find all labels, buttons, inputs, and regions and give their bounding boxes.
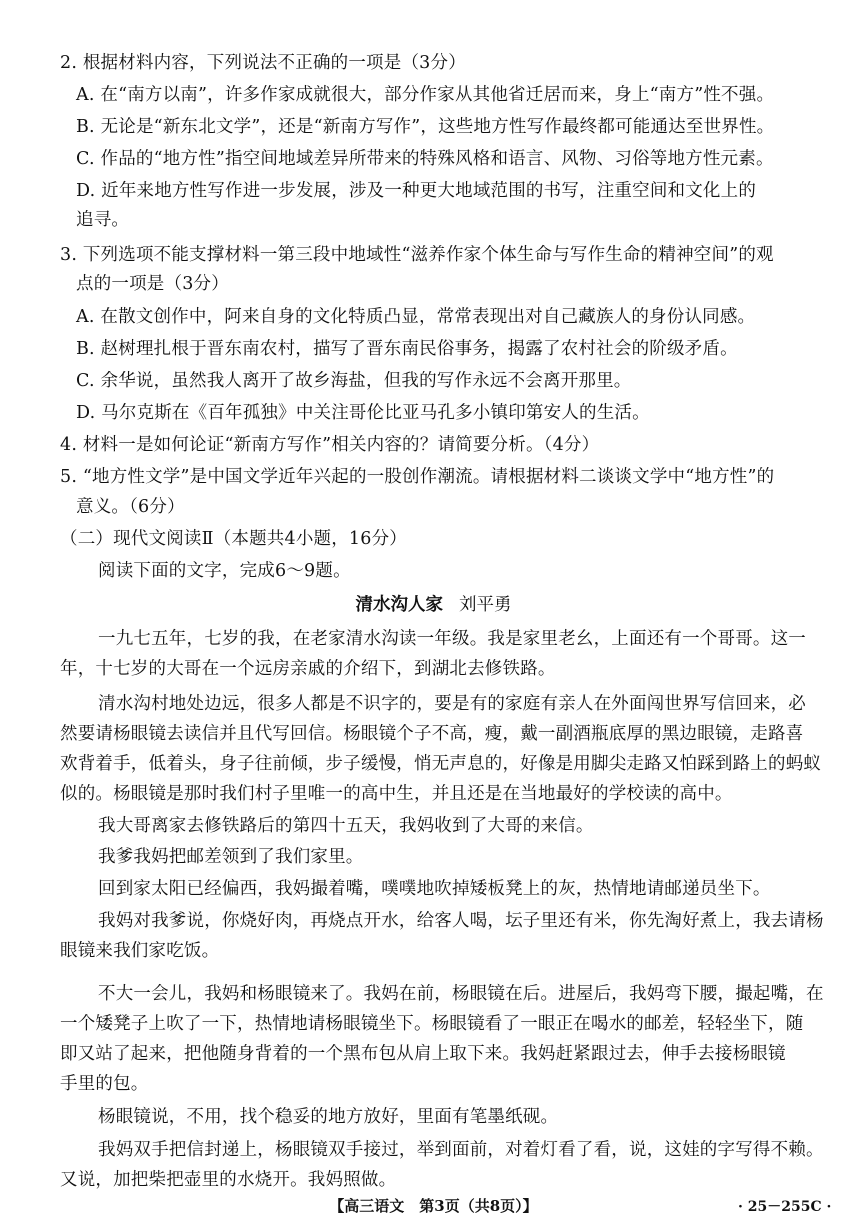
story-author: 刘平勇 bbox=[459, 595, 512, 615]
story-line: 回到家太阳已经偏西，我妈撮着嘴，噗噗地吹掉矮板凳上的灰，热情地请邮递员坐下。 bbox=[98, 879, 771, 899]
question-3-stem: 3. 下列选项不能支撑材料一第三段中地域性“滋养作家个体生命与写作生命的精神空间”的观 bbox=[60, 245, 774, 265]
story-line: 年，十七岁的大哥在一个远房亲戚的介绍下，到湖北去修铁路。 bbox=[60, 659, 556, 679]
question-2-option-b: B. 无论是“新东北文学”，还是“新南方写作”，这些地方性写作最终都可能通达至世界性。 bbox=[76, 117, 775, 137]
question-2-option-a: A. 在“南方以南”，许多作家成就很大，部分作家从其他省迁居而来，身上“南方”性不强。 bbox=[76, 85, 775, 105]
story-line: 我大哥离家去修铁路后的第四十五天，我妈收到了大哥的来信。 bbox=[98, 816, 594, 836]
story-line: 我爹我妈把邮差领到了我们家里。 bbox=[98, 847, 364, 867]
story-line: 似的。杨眼镜是那时我们村子里唯一的高中生，并且还是在当地最好的学校读的高中。 bbox=[60, 784, 733, 804]
section-instruction: 阅读下面的文字，完成6～9题。 bbox=[98, 561, 351, 581]
question-2-option-d-continued: 追寻。 bbox=[76, 210, 130, 230]
story-line: 杨眼镜说，不用，找个稳妥的地方放好，里面有笔墨纸砚。 bbox=[98, 1107, 559, 1127]
question-3-option-a: A. 在散文创作中，阿来自身的文化特质凸显，常常表现出对自己藏族人的身份认同感。 bbox=[76, 307, 756, 327]
story-line: 清水沟村地处边远，很多人都是不识字的，要是有的家庭有亲人在外面闯世界写信回来，必 bbox=[98, 694, 806, 714]
question-5-stem: 5. “地方性文学”是中国文学近年兴起的一股创作潮流。请根据材料二谈谈文学中“地方性”的 bbox=[60, 467, 775, 487]
question-4: 4. 材料一是如何论证“新南方写作”相关内容的？请简要分析。（4分） bbox=[60, 435, 600, 455]
story-line: 我妈双手把信封递上，杨眼镜双手接过，举到面前，对着灯看了看，说，这娃的字写得不赖。 bbox=[98, 1140, 824, 1160]
question-3-option-c: C. 余华说，虽然我人离开了故乡海盐，但我的写作永远不会离开那里。 bbox=[76, 371, 632, 391]
story-line: 眼镜来我们家吃饭。 bbox=[60, 941, 220, 961]
question-2-option-c: C. 作品的“地方性”指空间地域差异所带来的特殊风格和语言、风物、习俗等地方性元素。 bbox=[76, 149, 774, 169]
story-title: 清水沟人家 bbox=[355, 595, 443, 615]
story-line: 我妈对我爹说，你烧好肉，再烧点开水，给客人喝，坛子里还有米，你先淘好煮上，我去请杨 bbox=[98, 911, 824, 931]
section-heading: （二）现代文阅读Ⅱ（本题共4小题，16分） bbox=[60, 529, 407, 549]
story-line: 手里的包。 bbox=[60, 1074, 149, 1094]
story-title-line bbox=[0, 594, 867, 616]
question-5-stem-continued: 意义。（6分） bbox=[76, 497, 185, 517]
story-line: 然要请杨眼镜去读信并且代写回信。杨眼镜个子不高，瘦，戴一副酒瓶底厚的黑边眼镜，走路喜 bbox=[60, 724, 804, 744]
question-2-stem: 2. 根据材料内容，下列说法不正确的一项是（3分） bbox=[60, 53, 466, 73]
question-3-option-b: B. 赵树理扎根于晋东南农村，描写了晋东南民俗事务，揭露了农村社会的阶级矛盾。 bbox=[76, 339, 738, 359]
story-line: 即又站了起来，把他随身背着的一个黑布包从肩上取下来。我妈赶紧跟过去，伸手去接杨眼镜 bbox=[60, 1044, 786, 1064]
story-line: 一九七五年，七岁的我，在老家清水沟读一年级。我是家里老幺，上面还有一个哥哥。这一 bbox=[98, 629, 806, 649]
exam-code: · 25－255C · bbox=[738, 1199, 832, 1215]
story-line: 不大一会儿，我妈和杨眼镜来了。我妈在前，杨眼镜在后。进屋后，我妈弯下腰，撮起嘴，在 bbox=[98, 984, 824, 1004]
story-line: 一个矮凳子上吹了一下，热情地请杨眼镜坐下。杨眼镜看了一眼正在喝水的邮差，轻轻坐下，随 bbox=[60, 1014, 804, 1034]
page-footer: 【高三语文 第3页（共8页）】 bbox=[329, 1197, 538, 1215]
question-3-option-d: D. 马尔克斯在《百年孤独》中关注哥伦比亚马孔多小镇印第安人的生活。 bbox=[76, 403, 650, 423]
story-line: 又说，加把柴把壶里的水烧开。我妈照做。 bbox=[60, 1170, 397, 1190]
story-line: 欢背着手，低着头，身子往前倾，步子缓慢，悄无声息的，好像是用脚尖走路又怕踩到路上的蚂蚁 bbox=[60, 754, 822, 774]
question-2-option-d: D. 近年来地方性写作进一步发展，涉及一种更大地域范围的书写，注重空间和文化上的 bbox=[76, 181, 757, 201]
question-3-stem-continued: 点的一项是（3分） bbox=[76, 274, 229, 294]
